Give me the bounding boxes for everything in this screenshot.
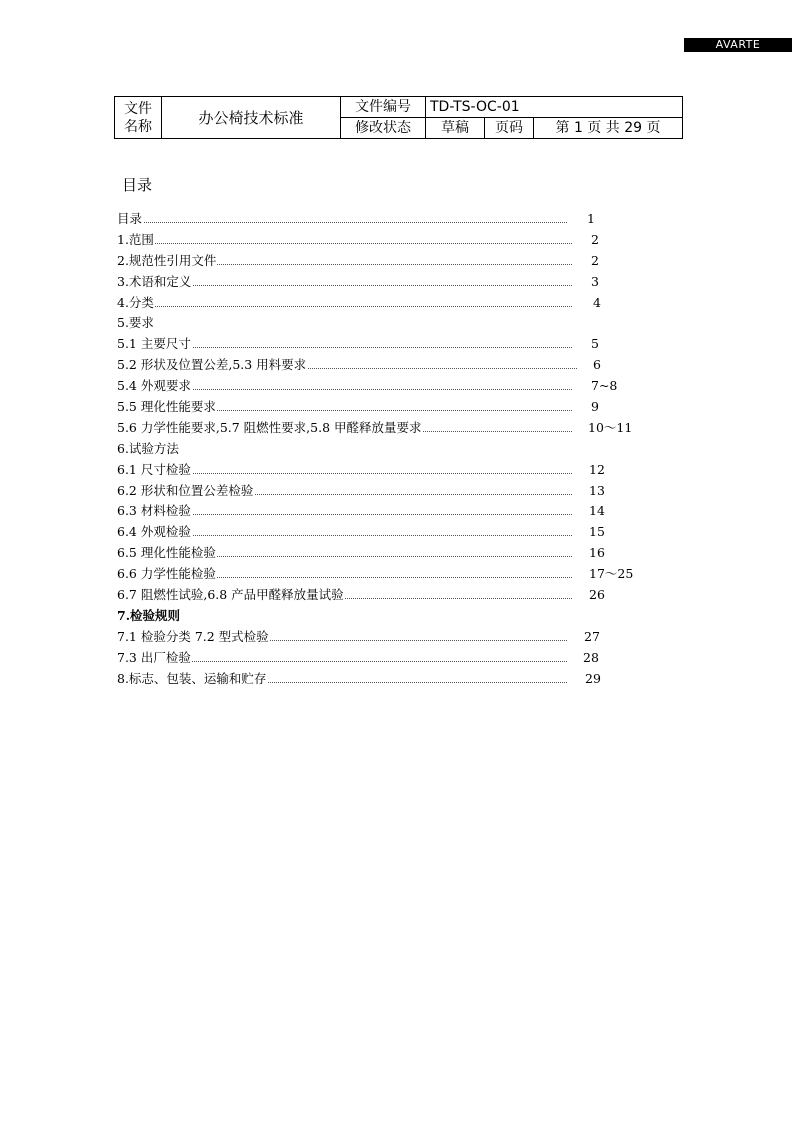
company-logo: AVARTE [684,38,792,52]
toc-entry[interactable]: 6.3 材料检验 14 [117,503,605,519]
toc-entry[interactable]: 4.分类 4 [117,294,601,310]
toc-section[interactable]: 6.试验方法 [117,440,179,456]
toc-entry[interactable]: 7.1 检验分类 7.2 型式检验 27 [117,628,600,644]
doc-number-label: 文件编号 [341,97,426,118]
toc-entry[interactable]: 5.1 主要尺寸 5 [117,336,599,352]
toc-entry[interactable]: 6.7 阻燃性试验,6.8 产品甲醛释放量试验 26 [117,587,605,603]
toc-entry[interactable]: 6.5 理化性能检验 16 [117,545,605,561]
toc-heading: 目录 [122,176,153,194]
toc-entry[interactable]: 6.6 力学性能检验 17～25 [117,566,634,582]
document-title: 办公椅技术标准 [162,97,341,139]
doc-number-value: TD-TS-OC-01 [426,97,683,118]
toc-section[interactable]: 7.检验规则 [117,607,181,623]
toc-entry[interactable]: 6.2 形状和位置公差检验 13 [117,482,605,498]
page-label: 页码 [485,118,534,139]
file-name-label [115,97,162,139]
toc-entry[interactable]: 6.4 外观检验 15 [117,524,605,540]
file-name-label-line2: 名称 [124,118,152,135]
file-name-label-line1: 文件 [124,100,152,117]
toc-entry[interactable]: 8.标志、包装、运输和贮存 29 [117,670,601,686]
toc-entry[interactable]: 7.3 出厂检验 28 [117,649,599,665]
toc-entry[interactable]: 目录 1 [117,211,595,226]
revision-value: 草稿 [426,118,485,139]
toc-section[interactable]: 5.要求 [117,315,154,331]
toc-entry[interactable]: 5.4 外观要求 7~8 [117,378,618,394]
revision-label: 修改状态 [341,118,426,139]
toc-entry[interactable]: 2.规范性引用文件 2 [117,252,599,268]
toc-entry[interactable]: 5.2 形状及位置公差,5.3 用料要求 6 [117,357,601,373]
table-of-contents [117,209,637,689]
toc-entry[interactable]: 6.1 尺寸检验 12 [117,461,605,477]
page-info: 第 1 页 共 29 页 [534,118,683,139]
toc-entry[interactable]: 5.6 力学性能要求,5.7 阻燃性要求,5.8 甲醛释放量要求 10～11 [117,419,633,435]
toc-entry[interactable]: 5.5 理化性能要求 9 [117,399,599,415]
document-header-table [114,96,683,139]
toc-entry[interactable]: 1.范围 2 [117,231,599,247]
toc-entry[interactable]: 3.术语和定义 3 [117,273,599,289]
